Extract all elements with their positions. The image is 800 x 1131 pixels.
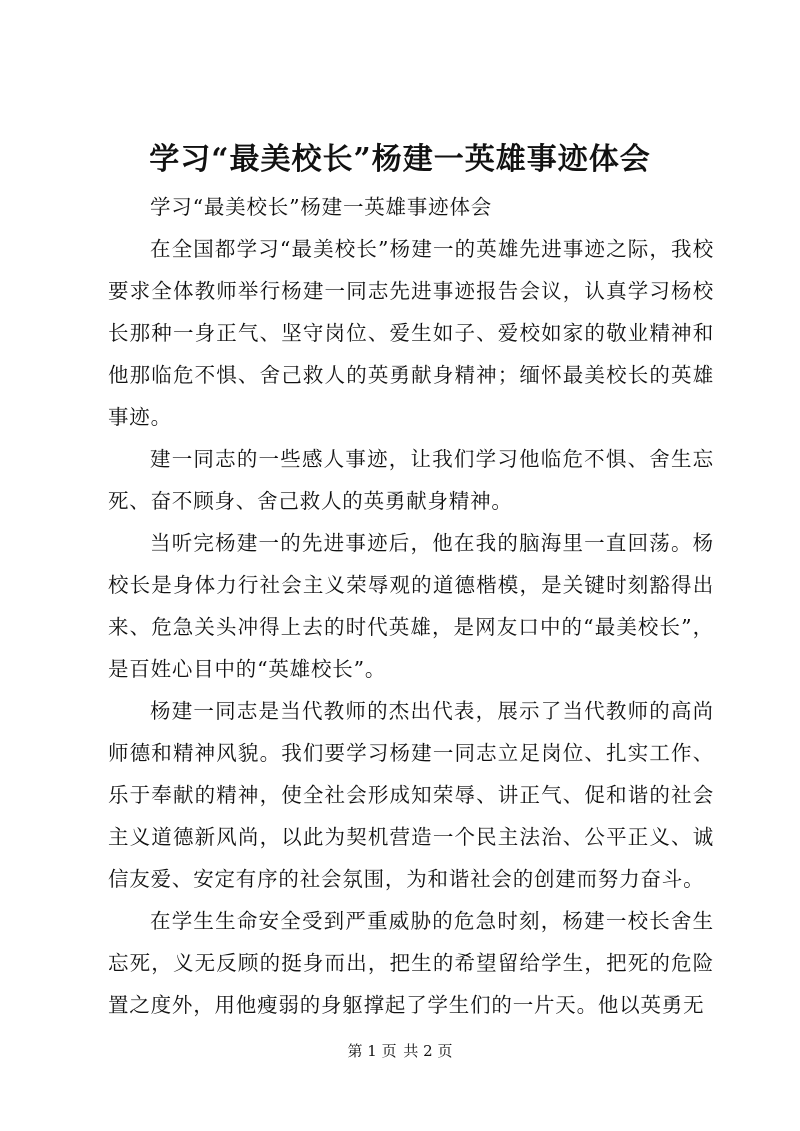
document-body	[108, 186, 714, 1026]
paragraph-4: 杨建一同志是当代教师的杰出代表，展示了当代教师的高尚师德和精神风貌。我们要学习杨建一同志立足岗位、扎实工作、乐于奉献的精神，使全社会形成知荣辱、讲正气、促和谐的社会主义道德新风尚，以此为契机营造一个民主法治、公平正义、诚信友爱、安定有序的社会氛围，为和谐社会的创建而努力奋斗。	[108, 699, 714, 891]
document-subtitle: 学习“最美校长”杨建一英雄事迹体会	[150, 195, 493, 219]
page-number: 第 1 页	[347, 1042, 397, 1060]
paragraph-3: 当听完杨建一的先进事迹后，他在我的脑海里一直回荡。杨校长是身体力行社会主义荣辱观的道德楷模，是关键时刻豁得出来、危急关头冲得上去的时代英雄，是网友口中的“最美校长”，是百姓心目中的“英雄校长”。	[108, 531, 714, 681]
document-title: 学习“最美校长”杨建一英雄事迹体会	[149, 142, 651, 177]
paragraph-1: 在全国都学习“最美校长”杨建一的英雄先进事迹之际，我校要求全体教师举行杨建一同志先进事迹报告会议，认真学习杨校长那种一身正气、坚守岗位、爱生如子、爱校如家的敬业精神和他那临危不惧、舍己救人的英勇献身精神；缅怀最美校长的英雄事迹。	[108, 237, 714, 429]
paragraph-5: 在学生生命安全受到严重威胁的危急时刻，杨建一校长舍生忘死，义无反顾的挺身而出，把生的希望留给学生，把死的危险置之度外，用他瘦弱的身躯撑起了学生们的一片天。他以英勇无	[108, 909, 714, 1017]
paragraph-2: 建一同志的一些感人事迹，让我们学习他临危不惧、舍生忘死、奋不顾身、舍己救人的英勇献身精神。	[108, 447, 714, 513]
page-footer	[0, 1041, 800, 1061]
page-total: 共 2 页	[403, 1042, 453, 1060]
